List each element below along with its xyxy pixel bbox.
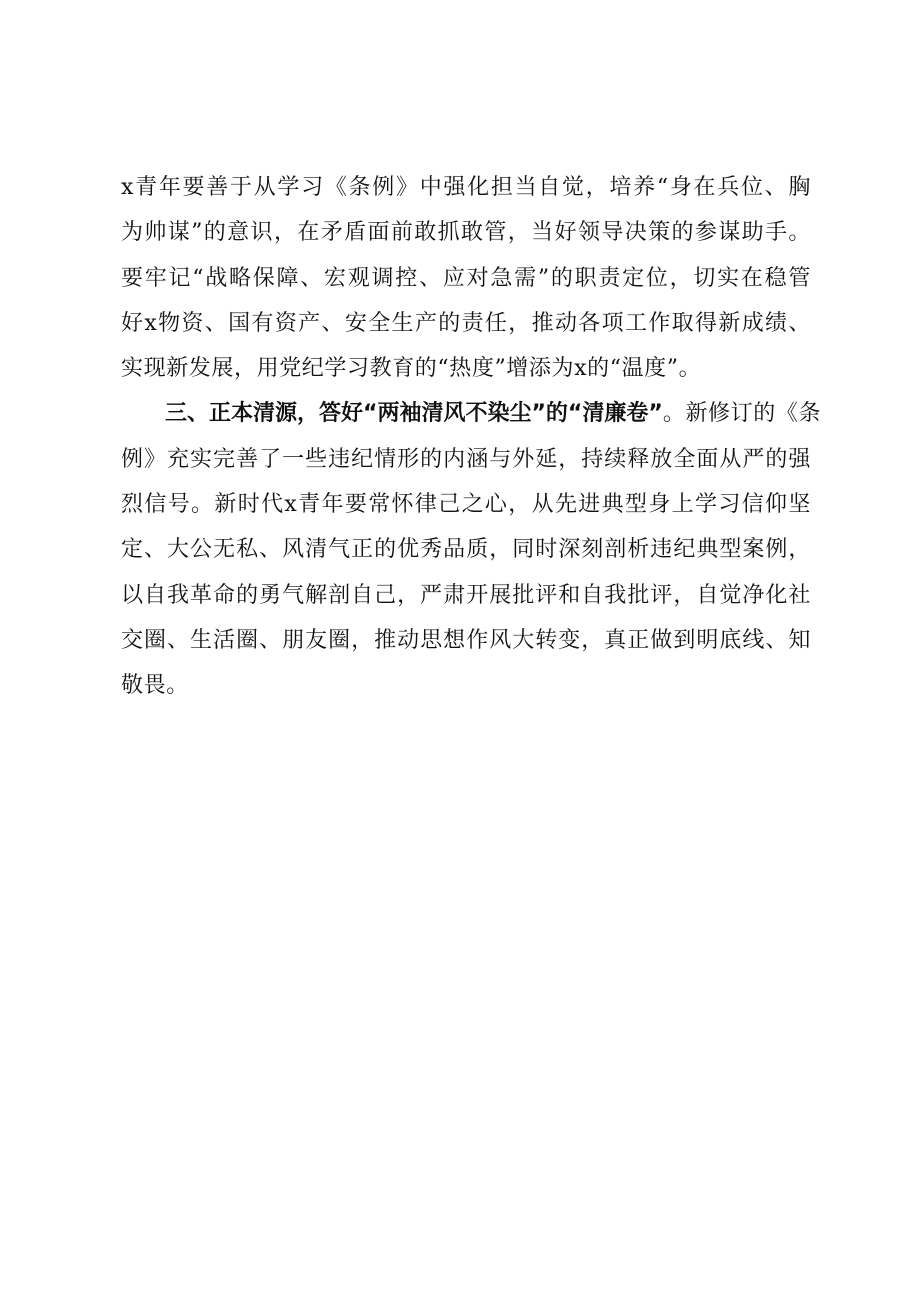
document-body	[121, 165, 822, 709]
paragraph-2	[121, 391, 822, 708]
paragraph-line: 实现新发展，用党纪学习教育的“热度”增添为x的“温度”。	[121, 356, 702, 382]
paragraph-line: 为帅谋”的意识，在矛盾面前敢抓敢管，当好领导决策的参谋助手。	[121, 220, 811, 246]
paragraph-first-line	[121, 391, 822, 436]
paragraph-line: 例》充实完善了一些违纪情形的内涵与外延，持续释放全面从严的强	[121, 446, 811, 472]
paragraph-line: 烈信号。新时代x青年要常怀律己之心，从先进典型身上学习信仰坚	[121, 492, 811, 518]
section-heading: 三、正本清源，答好“两袖清风不染尘”的“清廉卷”	[165, 401, 663, 427]
paragraph-line: 定、大公无私、风清气正的优秀品质，同时深刻剖析违纪典型案例，	[121, 537, 811, 563]
paragraph-line: 敬畏。	[121, 673, 189, 699]
paragraph-1	[121, 165, 811, 391]
heading-trailing-text: 。新修订的《条	[662, 401, 822, 427]
paragraph-line: 好x物资、国有资产、安全生产的责任，推动各项工作取得新成绩、	[121, 310, 811, 336]
paragraph-line: 以自我革命的勇气解剖自己，严肃开展批评和自我批评，自觉净化社	[121, 582, 811, 608]
paragraph-line: 交圈、生活圈、朋友圈，推动思想作风大转变，真正做到明底线、知	[121, 627, 811, 653]
paragraph-line: x青年要善于从学习《条例》中强化担当自觉，培养“身在兵位、胸	[121, 175, 811, 200]
paragraph-line: 要牢记“战略保障、宏观调控、应对急需”的职责定位，切实在稳管	[121, 265, 811, 291]
